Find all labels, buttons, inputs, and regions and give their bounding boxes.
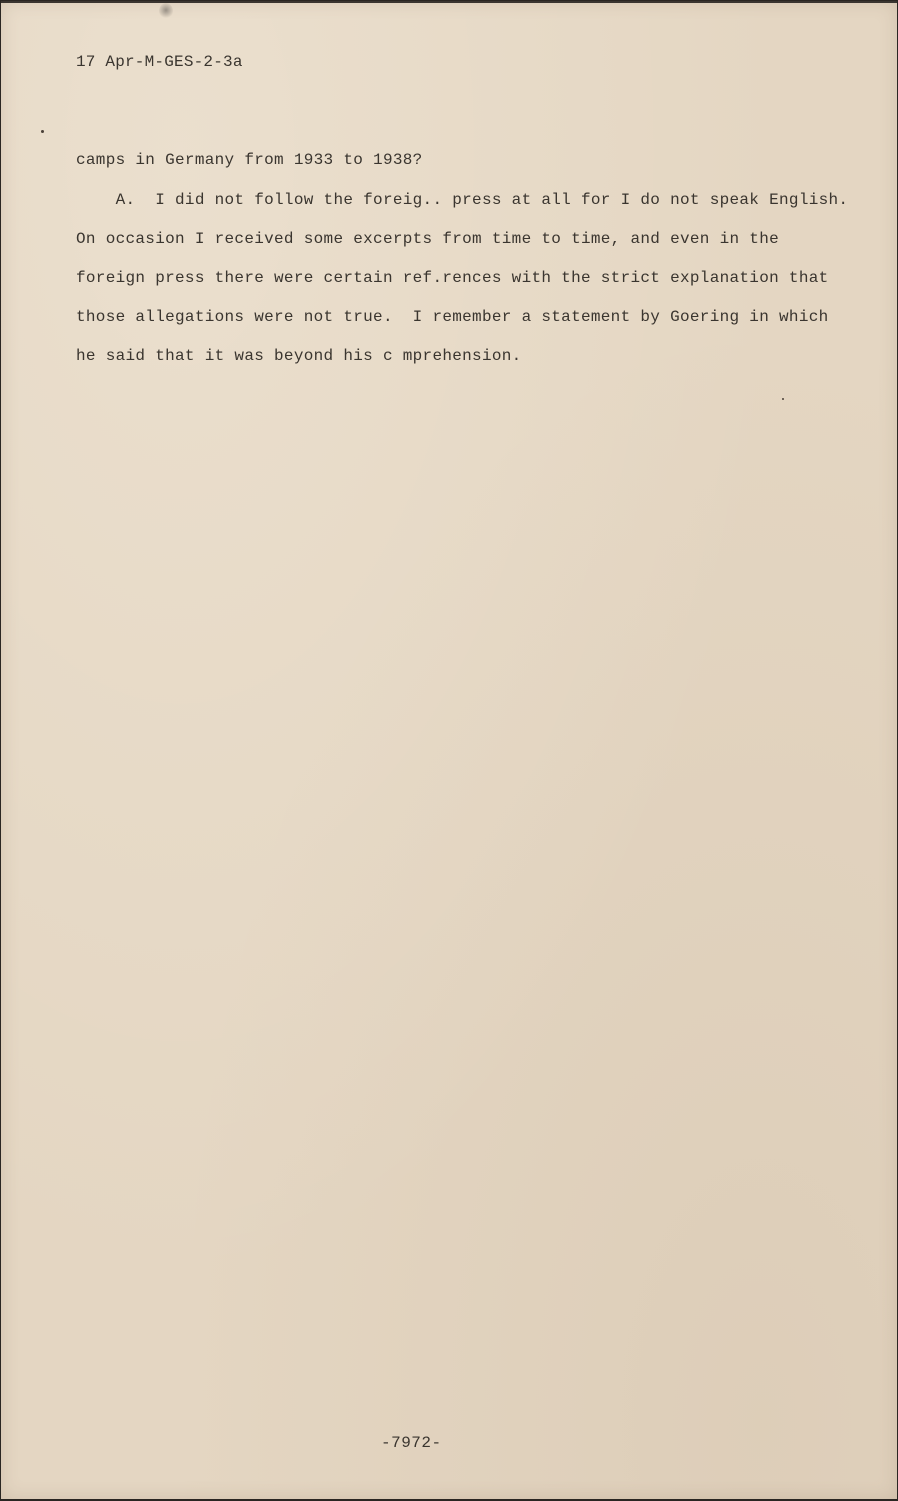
page-number: -7972- xyxy=(381,1434,442,1452)
punch-mark xyxy=(159,3,173,19)
text-line-2: A. I did not follow the foreig.. press at all for I do not speak English. xyxy=(76,191,849,209)
text-line-6: he said that it was beyond his c mprehension. xyxy=(76,347,522,365)
text-line-3: On occasion I received some excerpts from time to time, and even in the xyxy=(76,230,780,248)
text-line-1: camps in Germany from 1933 to 1938? xyxy=(76,151,423,169)
ink-speck xyxy=(41,130,44,133)
document-reference: 17 Apr-M-GES-2-3a xyxy=(76,53,243,71)
document-page xyxy=(1,1,897,1499)
ink-speck xyxy=(782,398,784,400)
text-line-4: foreign press there were certain ref.rences with the strict explanation that xyxy=(76,269,829,287)
page-top-edge xyxy=(1,1,897,3)
text-line-5: those allegations were not true. I remember a statement by Goering in which xyxy=(76,308,829,326)
